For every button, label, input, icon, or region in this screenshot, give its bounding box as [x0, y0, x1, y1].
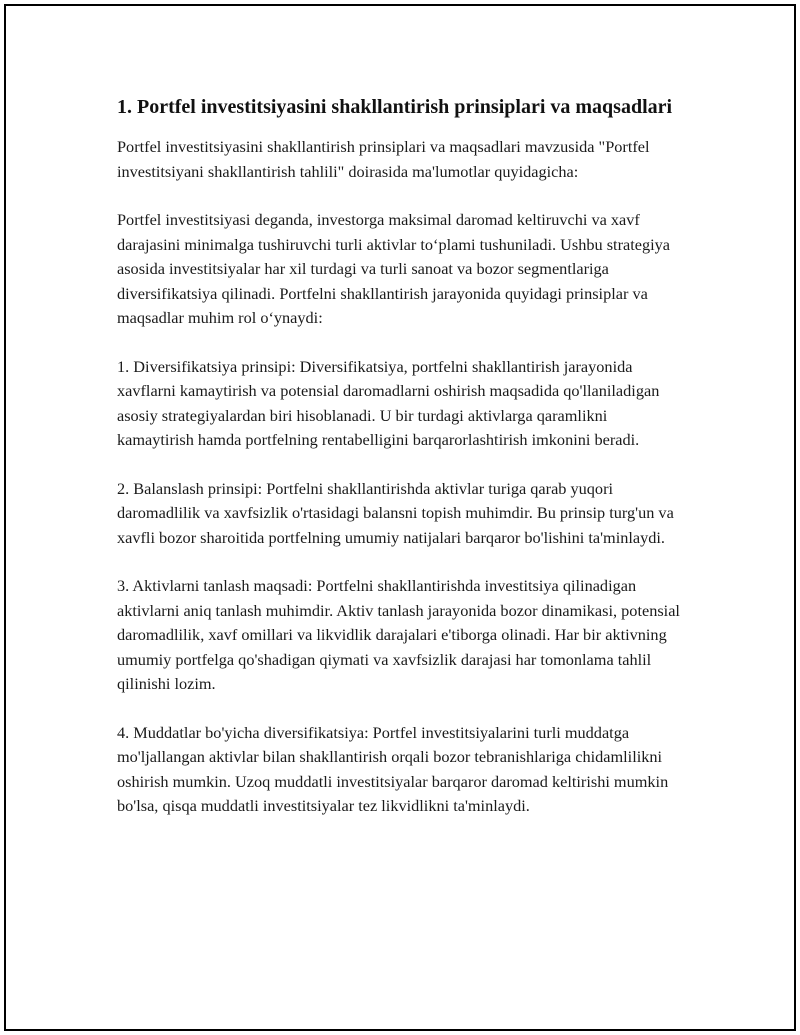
paragraph-asset-selection: 3. Aktivlarni tanlash maqsadi: Portfelni shakllantirishda investitsiya qilinadigan aktivlarni aniq tanlash muhimdir. Aktiv tanlash jarayonida bozor dinamikasi, potensial daromadlilik, xavf omillari va likvidlik darajalari e'tiborga olinadi. Har bir aktivning umumiy portfelga qo'shadigan qiymati va xavfsizlik darajasi har tomonlama tahlil qilinishi lozim. — [117, 576, 680, 693]
paragraph-balancing: 2. Balanslash prinsipi: Portfelni shakllantirishda aktivlar turiga qarab yuqori daromadlilik va xavfsizlik o'rtasidagi balansni topish muhimdir. Bu prinsip turg'un va xavfli bozor sharoitida portfelning umumiy natijalari barqaror bo'lishini ta'minlaydi. — [117, 478, 674, 547]
paragraph-definition: Portfel investitsiyasi deganda, investorga maksimal daromad keltiruvchi va xavf darajasini minimalga tushiruvchi turli aktivlar to‘plami tushuniladi. Ushbu strategiya asosida investitsiyalar har xil turdagi va turli sanoat va bozor segmentlariga diversifikatsiya qilinadi. Portfelni shakllantirish jarayonida quyidagi prinsiplar va maqsadlar muhim rol o‘ynaydi: — [117, 210, 670, 327]
paragraph-term-diversification: 4. Muddatlar bo'yicha diversifikatsiya: Portfel investitsiyalarini turli muddatga mo'ljallangan aktivlar bilan shakllantirish orqali bozor tebranishlariga chidamlilikni oshirish mumkin. Uzoq muddatli investitsiyalar barqaror daromad keltirishi mumkin bo'lsa, qisqa muddatli investitsiyalar tez likvidlikni ta'minlaydi. — [117, 722, 669, 815]
document-body — [117, 93, 687, 843]
document-title: 1. Portfel investitsiyasini shakllantirish prinsiplari va maqsadlari — [117, 96, 673, 118]
paragraph-diversification: 1. Diversifikatsiya prinsipi: Diversifikatsiya, portfelni shakllantirish jarayonida xavflarni kamaytirish va potensial daromadlarni oshirish maqsadida qo'llaniladigan asosiy strategiyalardan biri hisoblanadi. U bir turdagi aktivlarga qaramlikni kamaytirish hamda portfelning rentabelligini barqarorlashtirish imkonini beradi. — [117, 356, 660, 449]
paragraph-intro: Portfel investitsiyasini shakllantirish prinsiplari va maqsadlari mavzusida "Portfel investitsiyani shakllantirish tahlili" doirasida ma'lumotlar quyidagicha: — [117, 137, 650, 181]
